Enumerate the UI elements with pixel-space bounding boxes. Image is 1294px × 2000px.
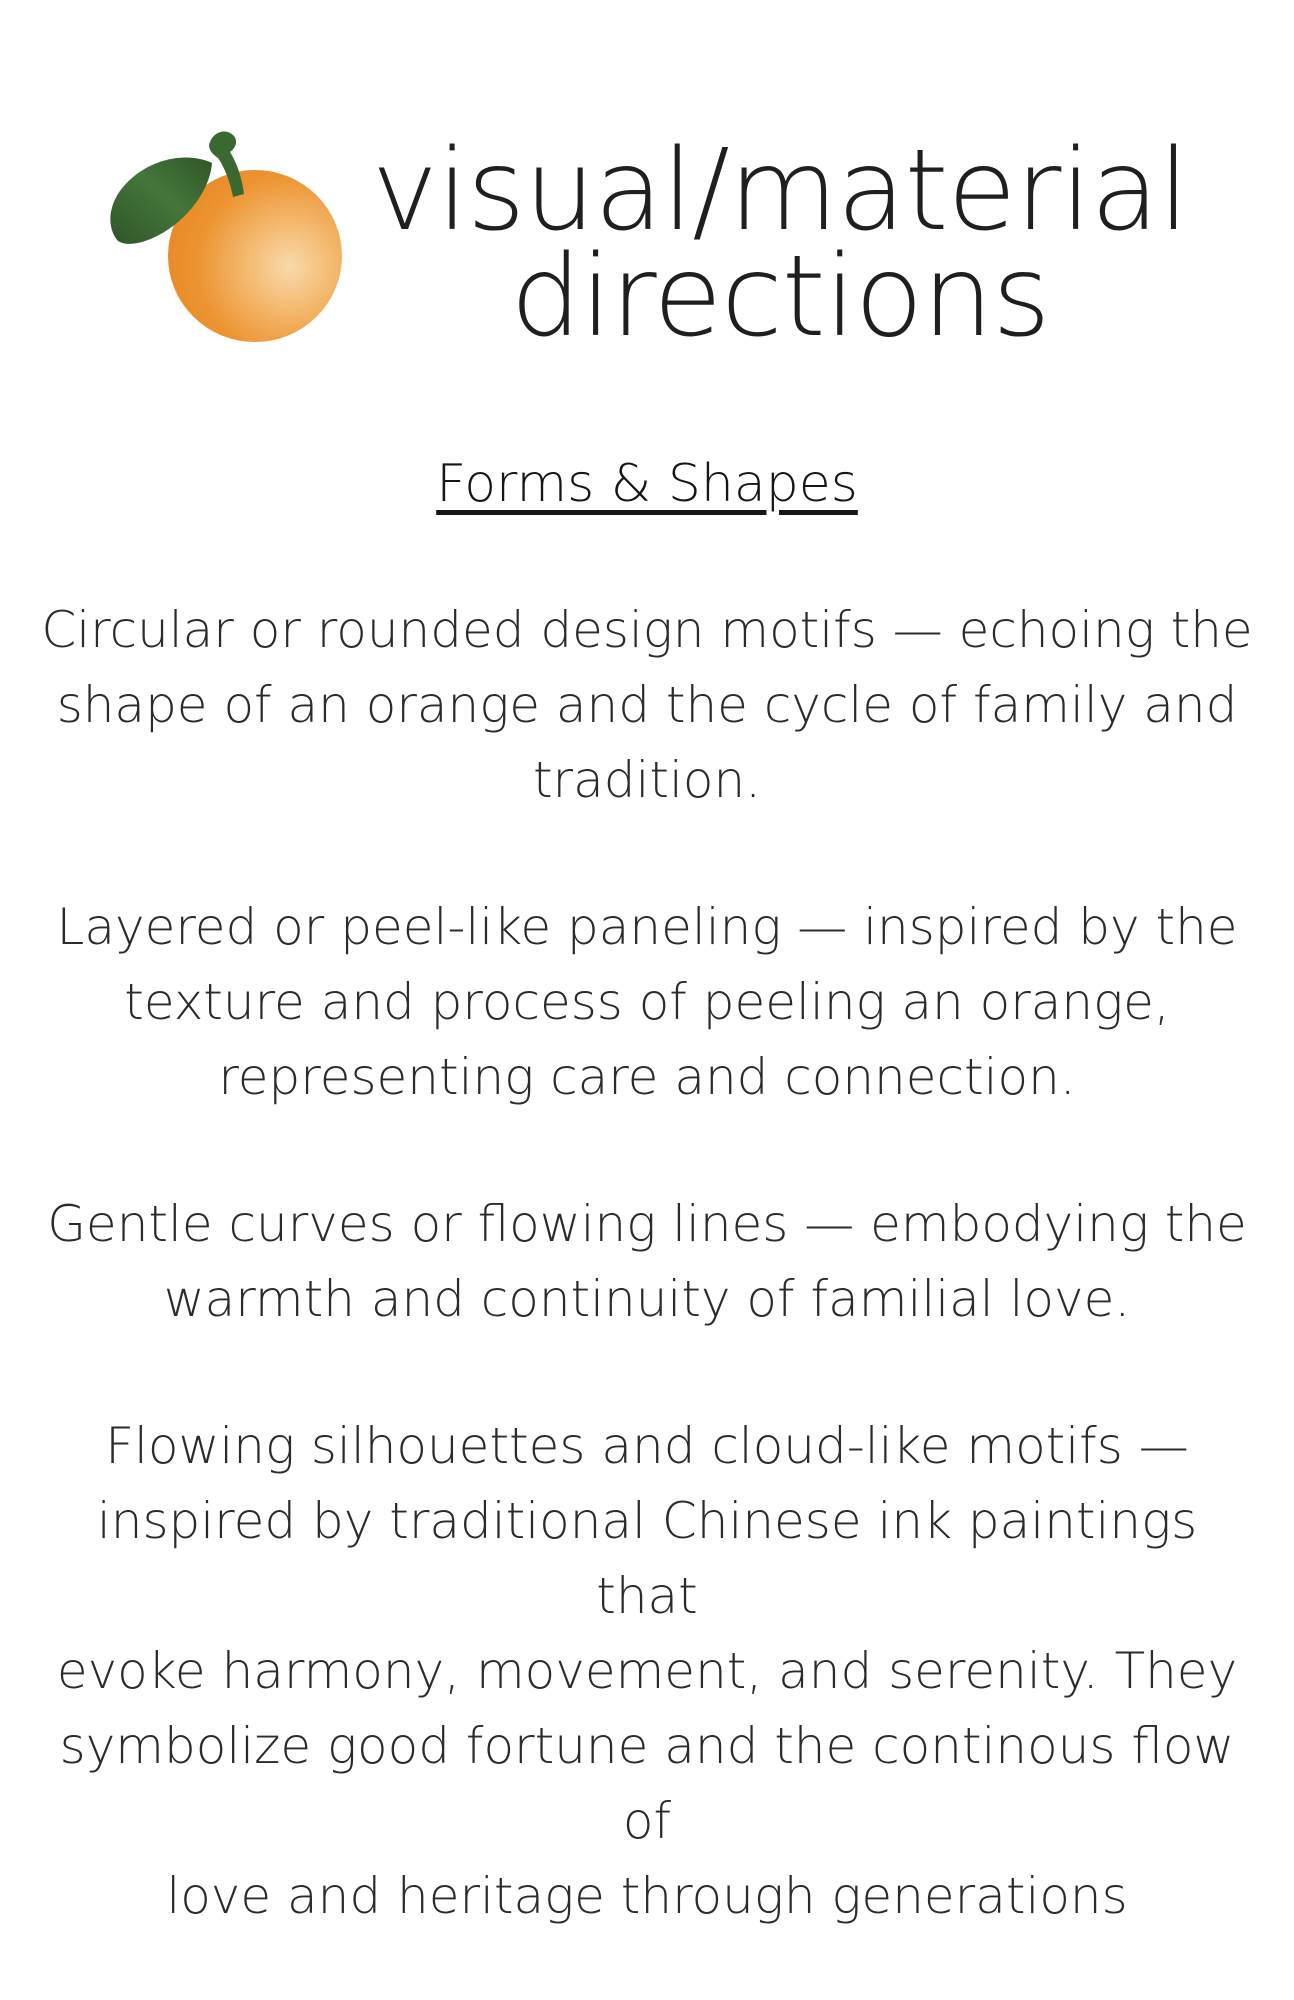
paragraph-flowing-silhouettes [40,1409,1254,1934]
paragraph-line: tradition. [532,751,762,809]
paragraph-layered-paneling [40,890,1254,1115]
paragraph-line: love and heritage through generations [166,1867,1128,1925]
paragraph-line: Layered or peel-like paneling — inspired by the [56,898,1238,956]
page-title-line-2: directions [510,232,1050,362]
section-heading-row [0,453,1294,515]
paragraph-line: texture and process of peeling an orange, [124,973,1170,1031]
paragraph-line: Circular or rounded design motifs — echoing the [41,601,1253,659]
paragraph-line: Flowing silhouettes and cloud-like motifs — [105,1417,1189,1475]
orange-logo-illustration [85,95,355,350]
paragraph-line: symbolize good fortune and the continous flow of [59,1717,1235,1850]
page-title-line-1: visual/material [371,126,1189,256]
paragraph-line: inspired by traditional Chinese ink paintings that [96,1492,1198,1625]
paragraph-line: shape of an orange and the cycle of family and [56,676,1238,734]
section-heading: Forms & Shapes [436,454,858,514]
body-text [0,593,1294,1934]
paragraph-gentle-curves [40,1187,1254,1337]
header [0,0,1294,400]
paragraph-line: warmth and continuity of familial love. [163,1270,1131,1328]
paragraph-line: Gentle curves or flowing lines — embodying the [47,1195,1247,1253]
paragraph-line: representing care and connection. [218,1048,1076,1106]
page-title [340,126,1220,362]
paragraph-circular-motifs [40,593,1254,818]
paragraph-line: evoke harmony, movement, and serenity. They [56,1642,1238,1700]
